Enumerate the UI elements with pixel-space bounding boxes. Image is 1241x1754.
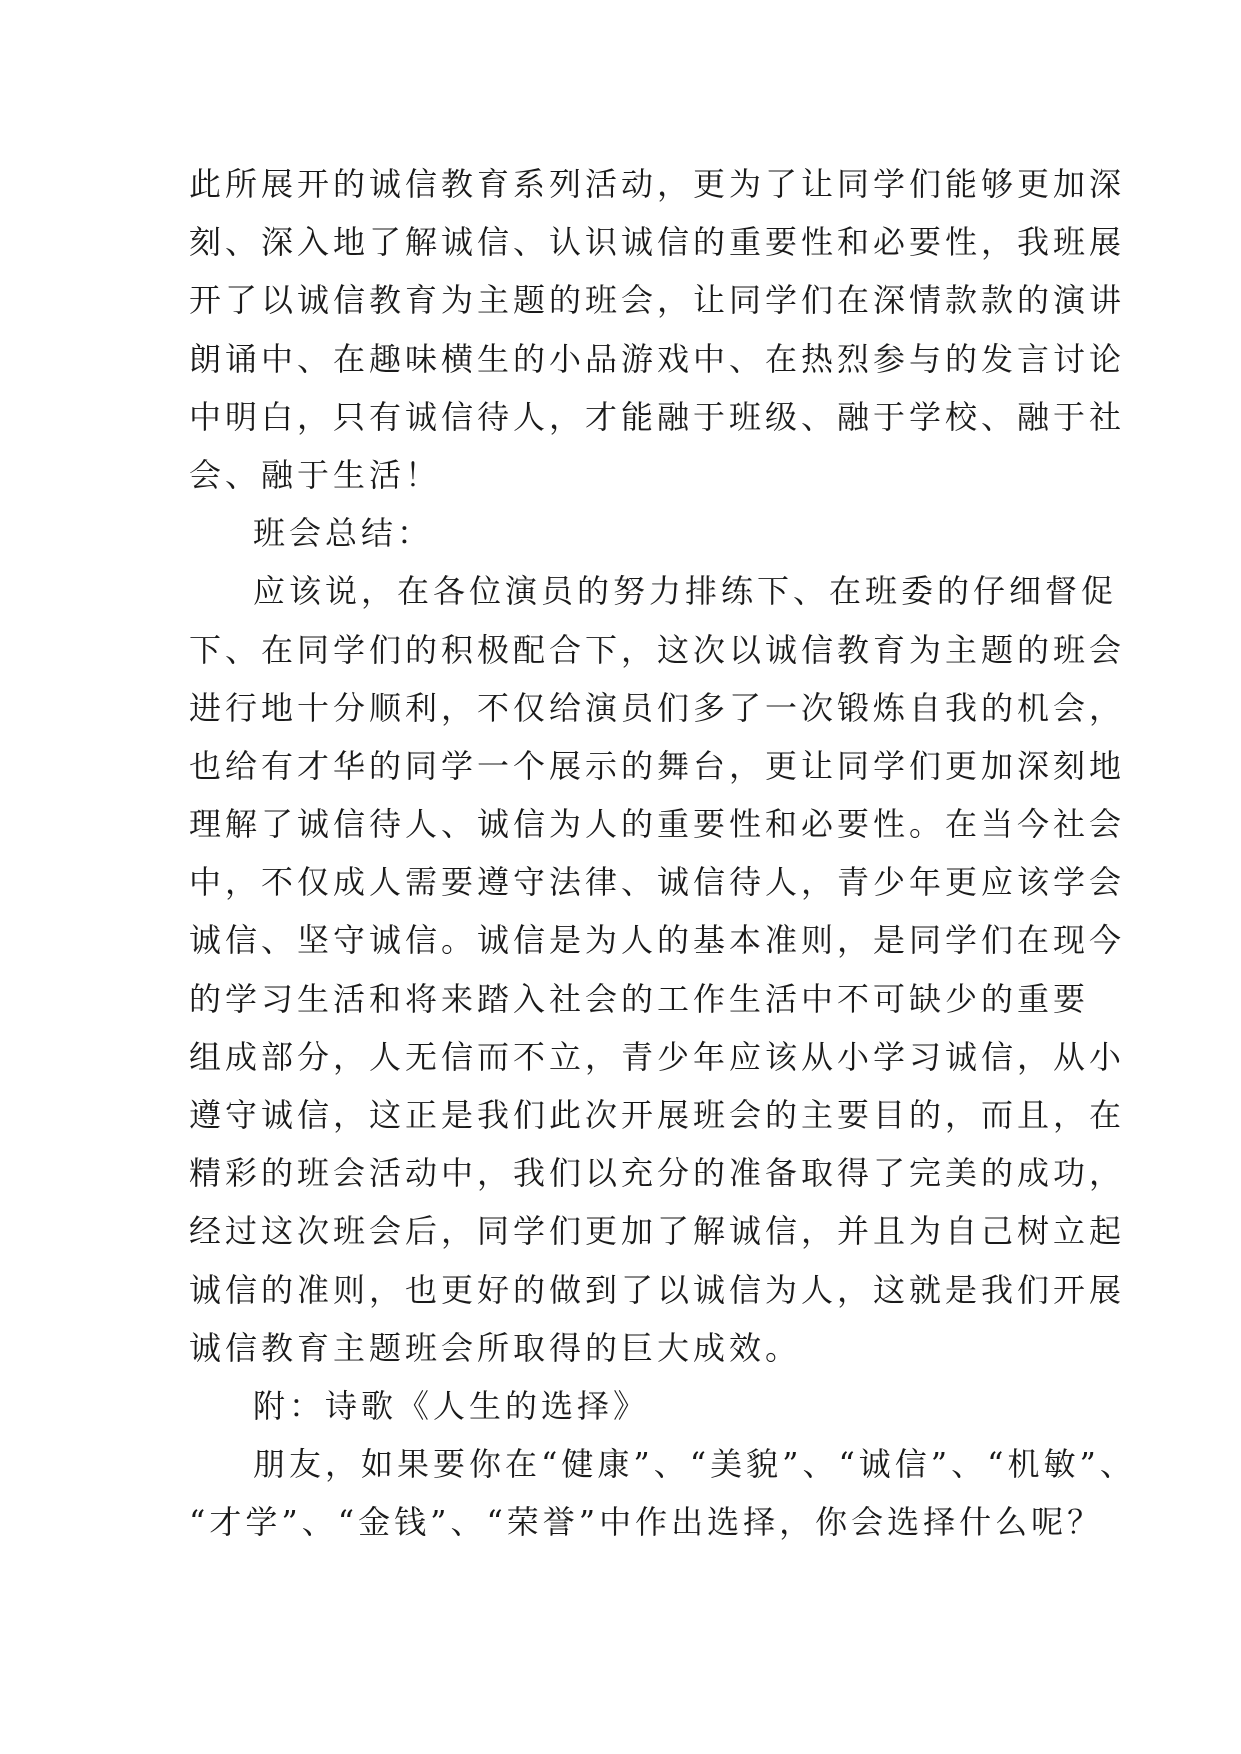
text-line: 开了以诚信教育为主题的班会，让同学们在深情款款的演讲 xyxy=(189,281,1126,320)
text-line: 中明白，只有诚信待人，才能融于班级、融于学校、融于社 xyxy=(189,397,1126,436)
text-line: 进行地十分顺利，不仅给演员们多了一次锻炼自我的机会， xyxy=(189,688,1126,727)
text-line: 经过这次班会后，同学们更加了解诚信，并且为自己树立起 xyxy=(189,1212,1126,1251)
text-line: 理解了诚信待人、诚信为人的重要性和必要性。在当今社会 xyxy=(189,805,1126,844)
text-line: 此所展开的诚信教育系列活动，更为了让同学们能够更加深 xyxy=(189,165,1126,203)
text-line: 组成部分，人无信而不立，青少年应该从小学习诚信，从小 xyxy=(189,1037,1126,1076)
text-line: 应该说，在各位演员的努力排练下、在班委的仔细督促 xyxy=(253,572,1118,611)
text-line: 也给有才华的同学一个展示的舞台，更让同学们更加深刻地 xyxy=(189,746,1126,785)
text-line: 遵守诚信，这正是我们此次开展班会的主要目的，而且，在 xyxy=(189,1096,1126,1134)
text-line: “才学”、“金钱”、“荣誉”中作出选择，你会选择什么呢？ xyxy=(189,1503,1104,1542)
text-line: 诚信教育主题班会所取得的巨大成效。 xyxy=(189,1328,802,1367)
text-line: 中，不仅成人需要遵守法律、诚信待人，青少年更应该学会 xyxy=(189,863,1126,902)
text-line: 会、融于生活！ xyxy=(189,455,442,494)
body-text xyxy=(189,155,1136,1552)
text-line: 的学习生活和将来踏入社会的工作生活中不可缺少的重要 xyxy=(189,979,1090,1018)
section-heading: 附：诗歌《人生的选择》 xyxy=(253,1386,650,1425)
section-heading: 班会总结： xyxy=(253,514,434,553)
text-line: 诚信的准则，也更好的做到了以诚信为人，这就是我们开展 xyxy=(189,1270,1126,1309)
text-line: 朗诵中、在趣味横生的小品游戏中、在热烈参与的发言讨论 xyxy=(189,339,1126,378)
text-line: 朋友，如果要你在“健康”、“美貌”、“诚信”、“机敏”、 xyxy=(253,1445,1136,1484)
text-line: 精彩的班会活动中，我们以充分的准备取得了完美的成功， xyxy=(189,1154,1126,1193)
text-line: 下、在同学们的积极配合下，这次以诚信教育为主题的班会 xyxy=(189,630,1126,669)
text-line: 刻、深入地了解诚信、认识诚信的重要性和必要性，我班展 xyxy=(189,223,1126,262)
text-line: 诚信、坚守诚信。诚信是为人的基本准则，是同学们在现今 xyxy=(189,921,1126,960)
